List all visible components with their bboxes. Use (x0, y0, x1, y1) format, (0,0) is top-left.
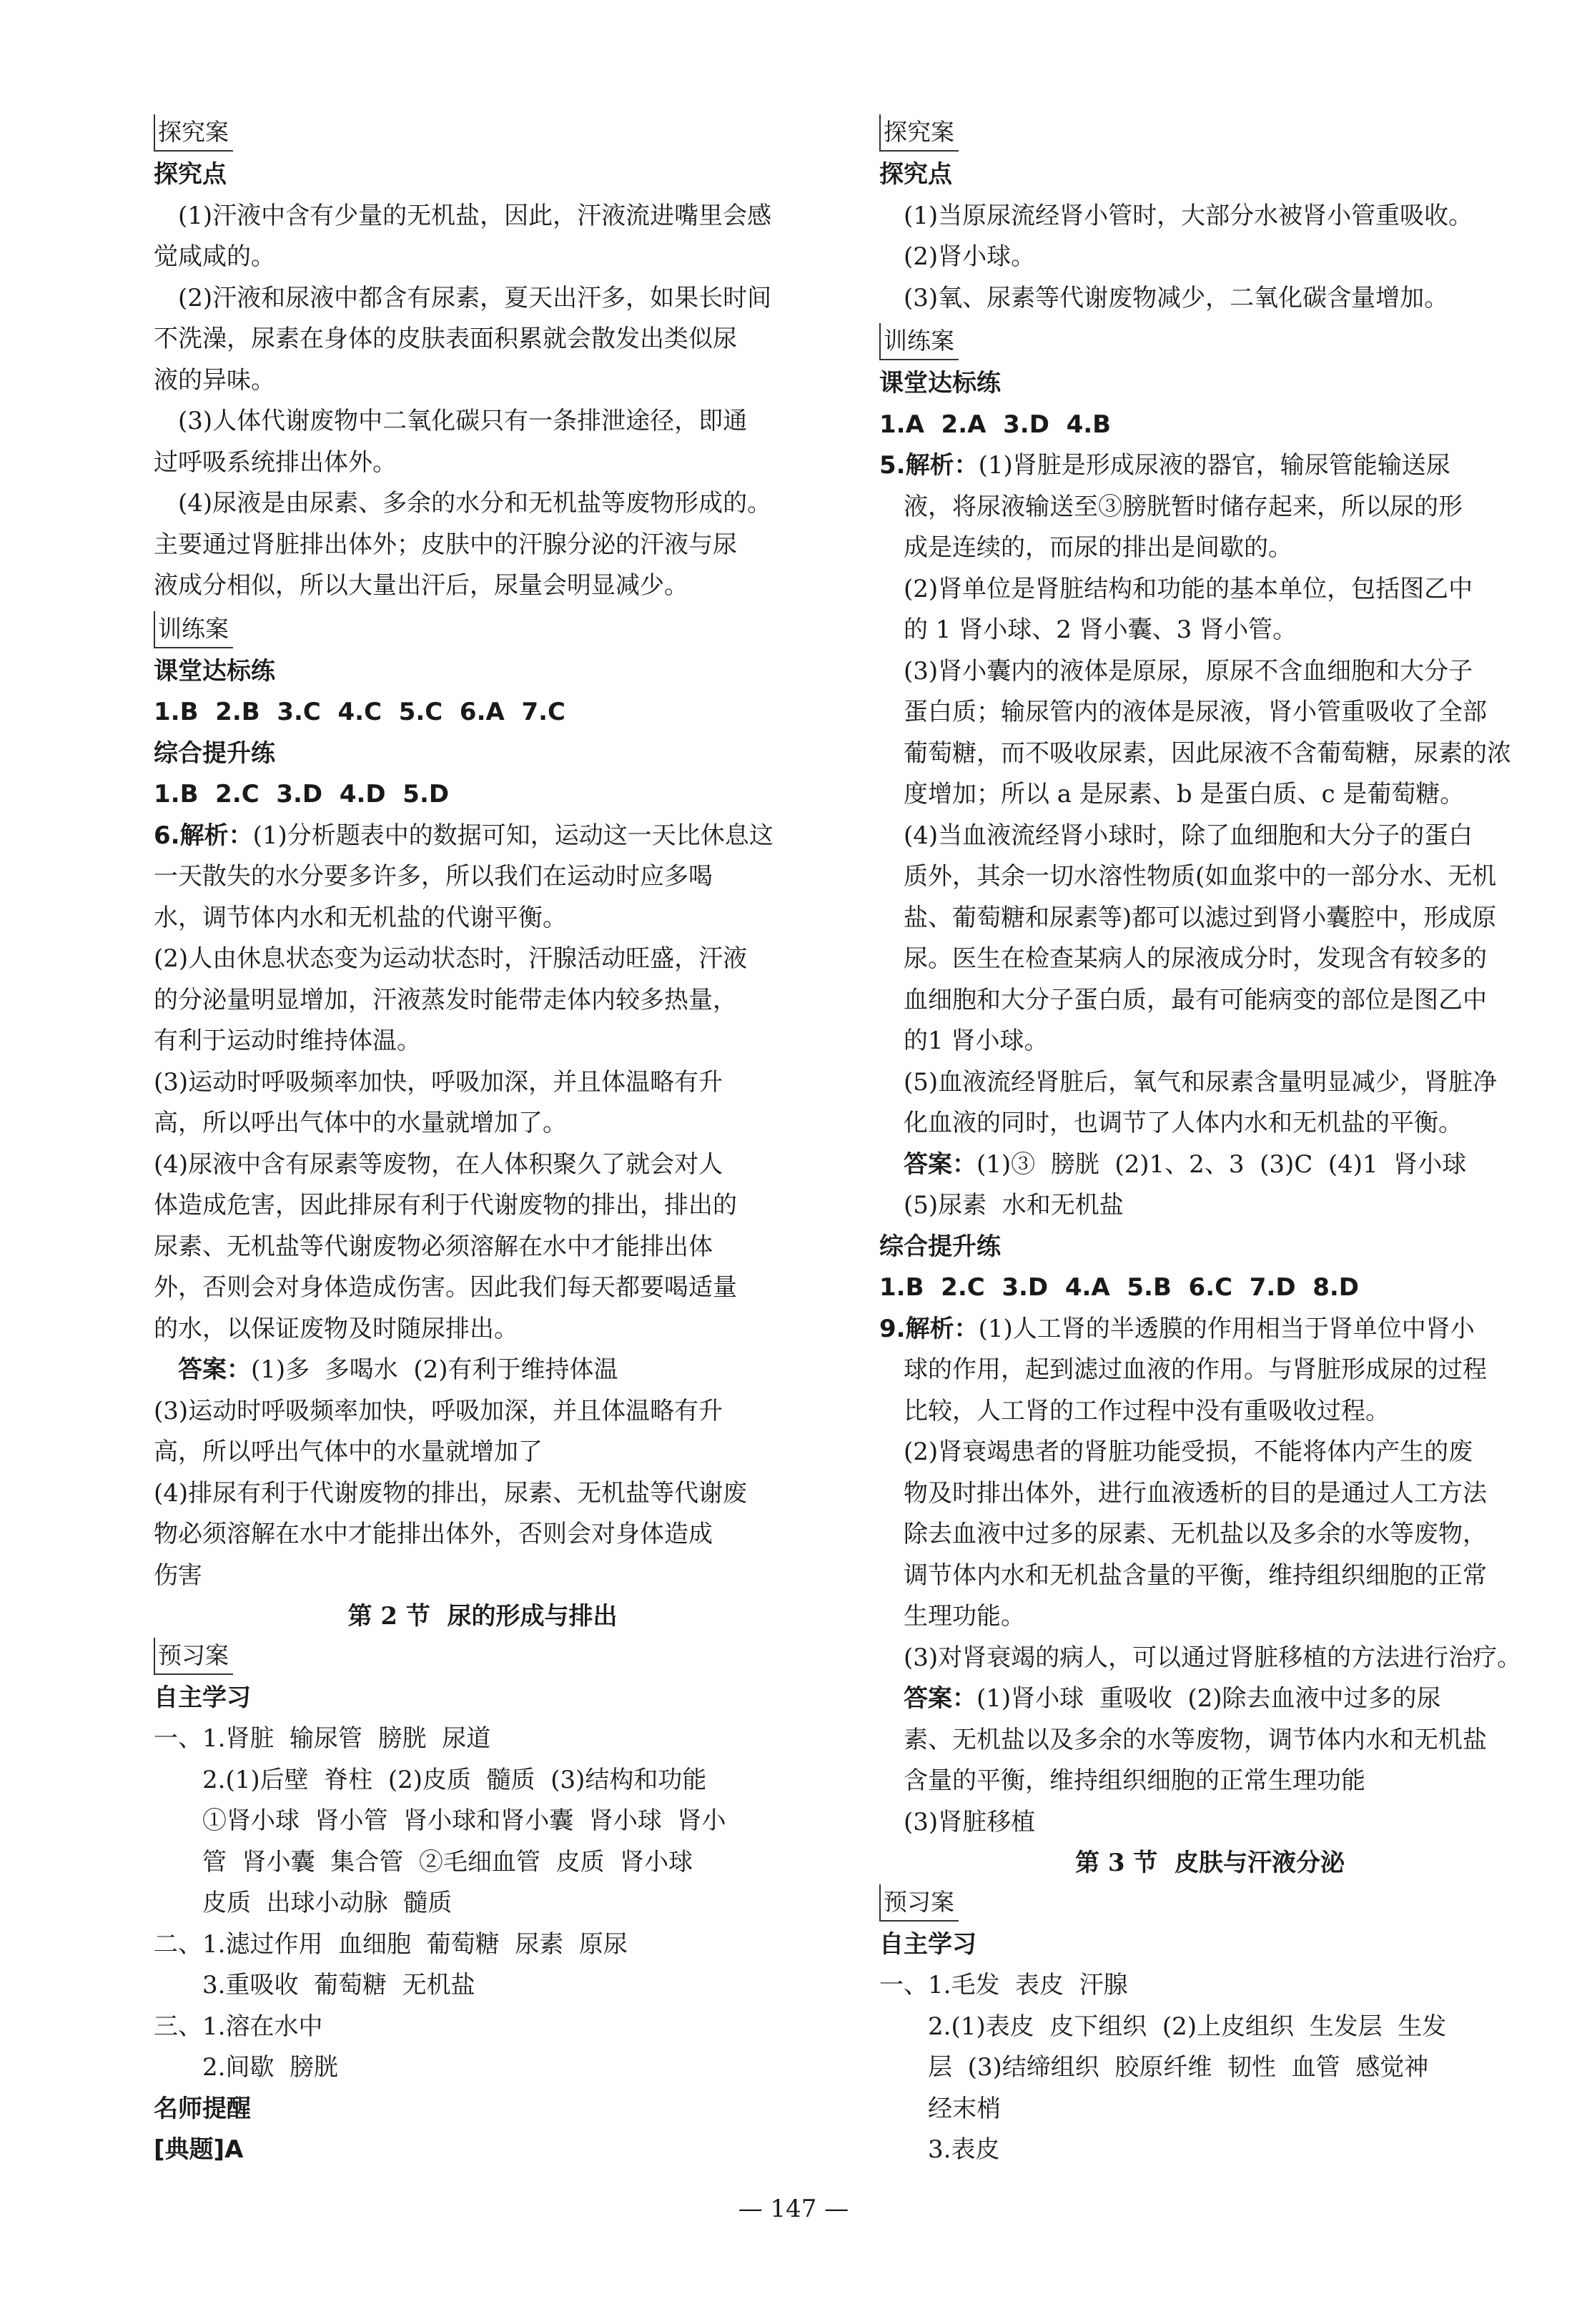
answer-label: 答案： (178, 1355, 251, 1384)
section-tag-tanjiu: 探究案 (879, 114, 959, 152)
text-line: 的分泌量明显增加，汗液蒸发时能带走体内较多热量， (154, 985, 737, 1014)
answer-line: [典题]A (154, 2135, 244, 2164)
analysis-label: 5.解析： (879, 451, 979, 480)
text-line: (1)当原尿流经肾小管时，大部分水被肾小管重吸收。 (904, 201, 1473, 230)
text-line: (3)人体代谢废物中二氧化碳只有一条排泄途径，即通 (178, 407, 748, 435)
text-line: 葡萄糖，而不吸收尿素，因此尿液不含葡萄糖，尿素的浓 (904, 738, 1511, 768)
text-line: (3)运动时呼吸频率加快，呼吸加深，并且体温略有升 (154, 1067, 723, 1097)
text-line: 一、1.毛发 表皮 汗腺 (879, 1971, 1128, 1999)
text-line: 的 1 肾小球、2 肾小囊、3 肾小管。 (904, 615, 1297, 644)
text-line: (3)对肾衰竭的病人，可以通过肾脏移植的方法进行治疗。 (904, 1643, 1522, 1672)
text-line (879, 1309, 1541, 1350)
section-tag-xunlian: 训练案 (879, 323, 959, 360)
text-line: 皮质 出球小动脉 髓质 (202, 1889, 453, 1917)
text-line: 一、1.肾脏 输尿管 膀胱 尿道 (154, 1724, 491, 1753)
analysis-label: 6.解析： (154, 821, 253, 850)
left-column (154, 114, 811, 2171)
right-column (879, 114, 1541, 2171)
text-line: ①肾小球 肾小管 肾小球和肾小囊 肾小球 肾小 (202, 1806, 726, 1835)
heading-ketang: 课堂达标练 (879, 369, 1001, 397)
text-line: 主要通过肾脏排出体外；皮肤中的汗腺分泌的汗液与尿 (154, 530, 737, 559)
heading-mingshi: 名师提醒 (154, 2094, 251, 2123)
text-line: 质外，其余一切水溶性物质(如血浆中的一部分水、无机 (904, 862, 1497, 891)
heading-zonghe: 综合提升练 (879, 1232, 1001, 1261)
text-span: (1)分析题表中的数据可知，运动这一天比休息这 (252, 821, 773, 850)
text-line (154, 1350, 811, 1391)
text-line: 水，调节体内水和无机盐的代谢平衡。 (154, 903, 567, 932)
text-line: 层 (3)结缔组织 胶原纤维 韧性 血管 感觉神 (928, 2053, 1429, 2082)
text-line: 一天散失的水分要多许多，所以我们在运动时应多喝 (154, 862, 713, 891)
text-line: 伤害 (154, 1561, 202, 1590)
text-line: 的1 肾小球。 (904, 1027, 1049, 1055)
text-line: 外，否则会对身体造成伤害。因此我们每天都要喝适量 (154, 1273, 737, 1302)
text-line: 尿。医生在检查某病人的尿液成分时，发现含有较多的 (904, 944, 1487, 973)
answer-line: 1.A 2.A 3.D 4.B (879, 410, 1112, 439)
text-line (879, 1678, 1541, 1720)
text-line: 有利于运动时维持体温。 (154, 1027, 421, 1055)
text-line: (4)当血液流经肾小球时，除了血细胞和大分子的蛋白 (904, 821, 1473, 850)
text-line: 2.(1)后壁 脊柱 (2)皮质 髓质 (3)结构和功能 (202, 1765, 707, 1794)
text-line: 的水，以保证废物及时随尿排出。 (154, 1314, 518, 1343)
text-span: (1)③ 膀胱 (2)1、2、3 (3)C (4)1 肾小球 (977, 1149, 1467, 1179)
heading-tanjiudian: 探究点 (154, 160, 227, 189)
section-title-3: 第 3 节 皮肤与汗液分泌 (1074, 1849, 1345, 1877)
text-line: 蛋白质；输尿管内的液体是尿液，肾小管重吸收了全部 (904, 698, 1487, 726)
section-tag-yuxi: 预习案 (879, 1884, 959, 1922)
text-line: (4)尿液中含有尿素等废物，在人体积聚久了就会对人 (154, 1149, 723, 1179)
text-line: 体造成危害，因此排尿有利于代谢废物的排出，排出的 (154, 1191, 737, 1220)
text-line: 三、1.溶在水中 (154, 2012, 323, 2041)
text-line: 液，将尿液输送至③膀胱暂时储存起来，所以尿的形 (904, 492, 1463, 521)
heading-ketang: 课堂达标练 (154, 656, 275, 686)
text-line (154, 816, 811, 857)
text-line: 管 肾小囊 集合管 ②毛细血管 皮质 肾小球 (202, 1847, 693, 1876)
text-line: (2)人由休息状态变为运动状态时，汗腺活动旺盛，汗液 (154, 944, 748, 973)
answer-line: 1.B 2.C 3.D 4.D 5.D (154, 780, 450, 809)
text-line: 高，所以呼出气体中的水量就增加了。 (154, 1109, 567, 1137)
text-line: 3.表皮 (928, 2135, 1000, 2164)
text-line: 3.重吸收 葡萄糖 无机盐 (202, 1971, 475, 1999)
text-line: 素、无机盐以及多余的水等废物，调节体内水和无机盐 (904, 1725, 1487, 1754)
text-line: 物及时排出体外，进行血液透析的目的是通过人工方法 (904, 1478, 1487, 1508)
section-tag-xunlian: 训练案 (154, 611, 233, 648)
text-line: (2)肾单位是肾脏结构和功能的基本单位，包括图乙中 (904, 574, 1473, 603)
text-line: 血细胞和大分子蛋白质，最有可能病变的部位是图乙中 (904, 985, 1487, 1014)
answer-label: 答案： (904, 1149, 977, 1179)
text-line: (2)肾小球。 (904, 242, 1036, 271)
text-line (879, 1144, 1541, 1186)
section-title-2: 第 2 节 尿的形成与排出 (347, 1602, 618, 1631)
text-span: (1)多 多喝水 (2)有利于维持体温 (251, 1355, 618, 1384)
text-line: 除去血液中过多的尿素、无机盐以及多余的水等废物， (904, 1520, 1487, 1548)
text-line: 二、1.滤过作用 血细胞 葡萄糖 尿素 原尿 (154, 1929, 628, 1959)
text-line: 经末梢 (928, 2094, 1001, 2123)
text-line: (4)排尿有利于代谢废物的排出，尿素、无机盐等代谢废 (154, 1478, 748, 1508)
text-line: 生理功能。 (904, 1602, 1025, 1631)
text-line: (3)肾脏移植 (904, 1807, 1036, 1836)
heading-tanjiudian: 探究点 (879, 160, 952, 189)
text-line: 物必须溶解在水中才能排出体外，否则会对身体造成 (154, 1520, 713, 1548)
text-line: (1)汗液中含有少量的无机盐，因此，汗液流进嘴里会感 (178, 201, 772, 230)
text-line: 比较，人工肾的工作过程中没有重吸收过程。 (904, 1396, 1390, 1425)
text-line: 觉咸咸的。 (154, 242, 275, 271)
text-line: (3)氧、尿素等代谢废物减少，二氧化碳含量增加。 (904, 283, 1449, 312)
text-line: 度增加；所以 a 是尿素、b 是蛋白质、c 是葡萄糖。 (904, 780, 1465, 809)
heading-zizhu: 自主学习 (154, 1683, 251, 1712)
text-line: 调节体内水和无机盐含量的平衡，维持组织细胞的正常 (904, 1561, 1487, 1590)
text-line: (5)尿素 水和无机盐 (904, 1191, 1124, 1220)
text-line: (2)汗液和尿液中都含有尿素，夏天出汗多，如果长时间 (178, 283, 772, 312)
answer-label: 答案： (904, 1684, 977, 1713)
text-line: (2)肾衰竭患者的肾脏功能受损，不能将体内产生的废 (904, 1438, 1473, 1466)
section-tag-tanjiu: 探究案 (154, 114, 233, 152)
text-line: 尿素、无机盐等代谢废物必须溶解在水中才能排出体 (154, 1232, 713, 1261)
heading-zonghe: 综合提升练 (154, 738, 275, 768)
text-line: 化血液的同时，也调节了人体内水和无机盐的平衡。 (904, 1109, 1463, 1137)
text-span: (1)肾小球 重吸收 (2)除去血液中过多的尿 (977, 1684, 1441, 1713)
page-number: — 147 — (738, 2195, 849, 2223)
text-line: 2.(1)表皮 皮下组织 (2)上皮组织 生发层 生发 (928, 2012, 1447, 2041)
text-line (879, 445, 1541, 487)
text-line: (3)运动时呼吸频率加快，呼吸加深，并且体温略有升 (154, 1396, 723, 1425)
text-line: 液的异味。 (154, 365, 275, 395)
text-span: (1)人工肾的半透膜的作用相当于肾单位中肾小 (978, 1314, 1475, 1343)
text-line: 球的作用，起到滤过血液的作用。与肾脏形成尿的过程 (904, 1355, 1487, 1384)
text-line: 不洗澡，尿素在身体的皮肤表面积累就会散发出类似尿 (154, 325, 737, 353)
text-line: 2.间歇 膀胱 (202, 2053, 339, 2082)
text-line: 过呼吸系统排出体外。 (154, 448, 397, 477)
section-tag-yuxi: 预习案 (154, 1638, 233, 1675)
text-line: 含量的平衡，维持组织细胞的正常生理功能 (904, 1766, 1365, 1795)
text-line: 高，所以呼出气体中的水量就增加了 (154, 1438, 543, 1466)
heading-zizhu: 自主学习 (879, 1929, 977, 1959)
text-span: (1)肾脏是形成尿液的器官，输尿管能输送尿 (978, 451, 1450, 480)
text-line: 液成分相似，所以大量出汗后，尿量会明显减少。 (154, 571, 688, 600)
text-line: (4)尿液是由尿素、多余的水分和无机盐等废物形成的。 (178, 489, 772, 518)
text-line: 成是连续的，而尿的排出是间歇的。 (904, 533, 1292, 562)
text-line: (3)肾小囊内的液体是原尿，原尿不含血细胞和大分子 (904, 656, 1473, 686)
analysis-label: 9.解析： (879, 1314, 979, 1343)
text-line: 盐、葡萄糖和尿素等)都可以滤过到肾小囊腔中，形成原 (904, 903, 1497, 932)
answer-line: 1.B 2.B 3.C 4.C 5.C 6.A 7.C (154, 698, 566, 726)
text-line: (5)血液流经肾脏后，氧气和尿素含量明显减少，肾脏净 (904, 1067, 1498, 1097)
answer-line: 1.B 2.C 3.D 4.A 5.B 6.C 7.D 8.D (879, 1273, 1360, 1302)
